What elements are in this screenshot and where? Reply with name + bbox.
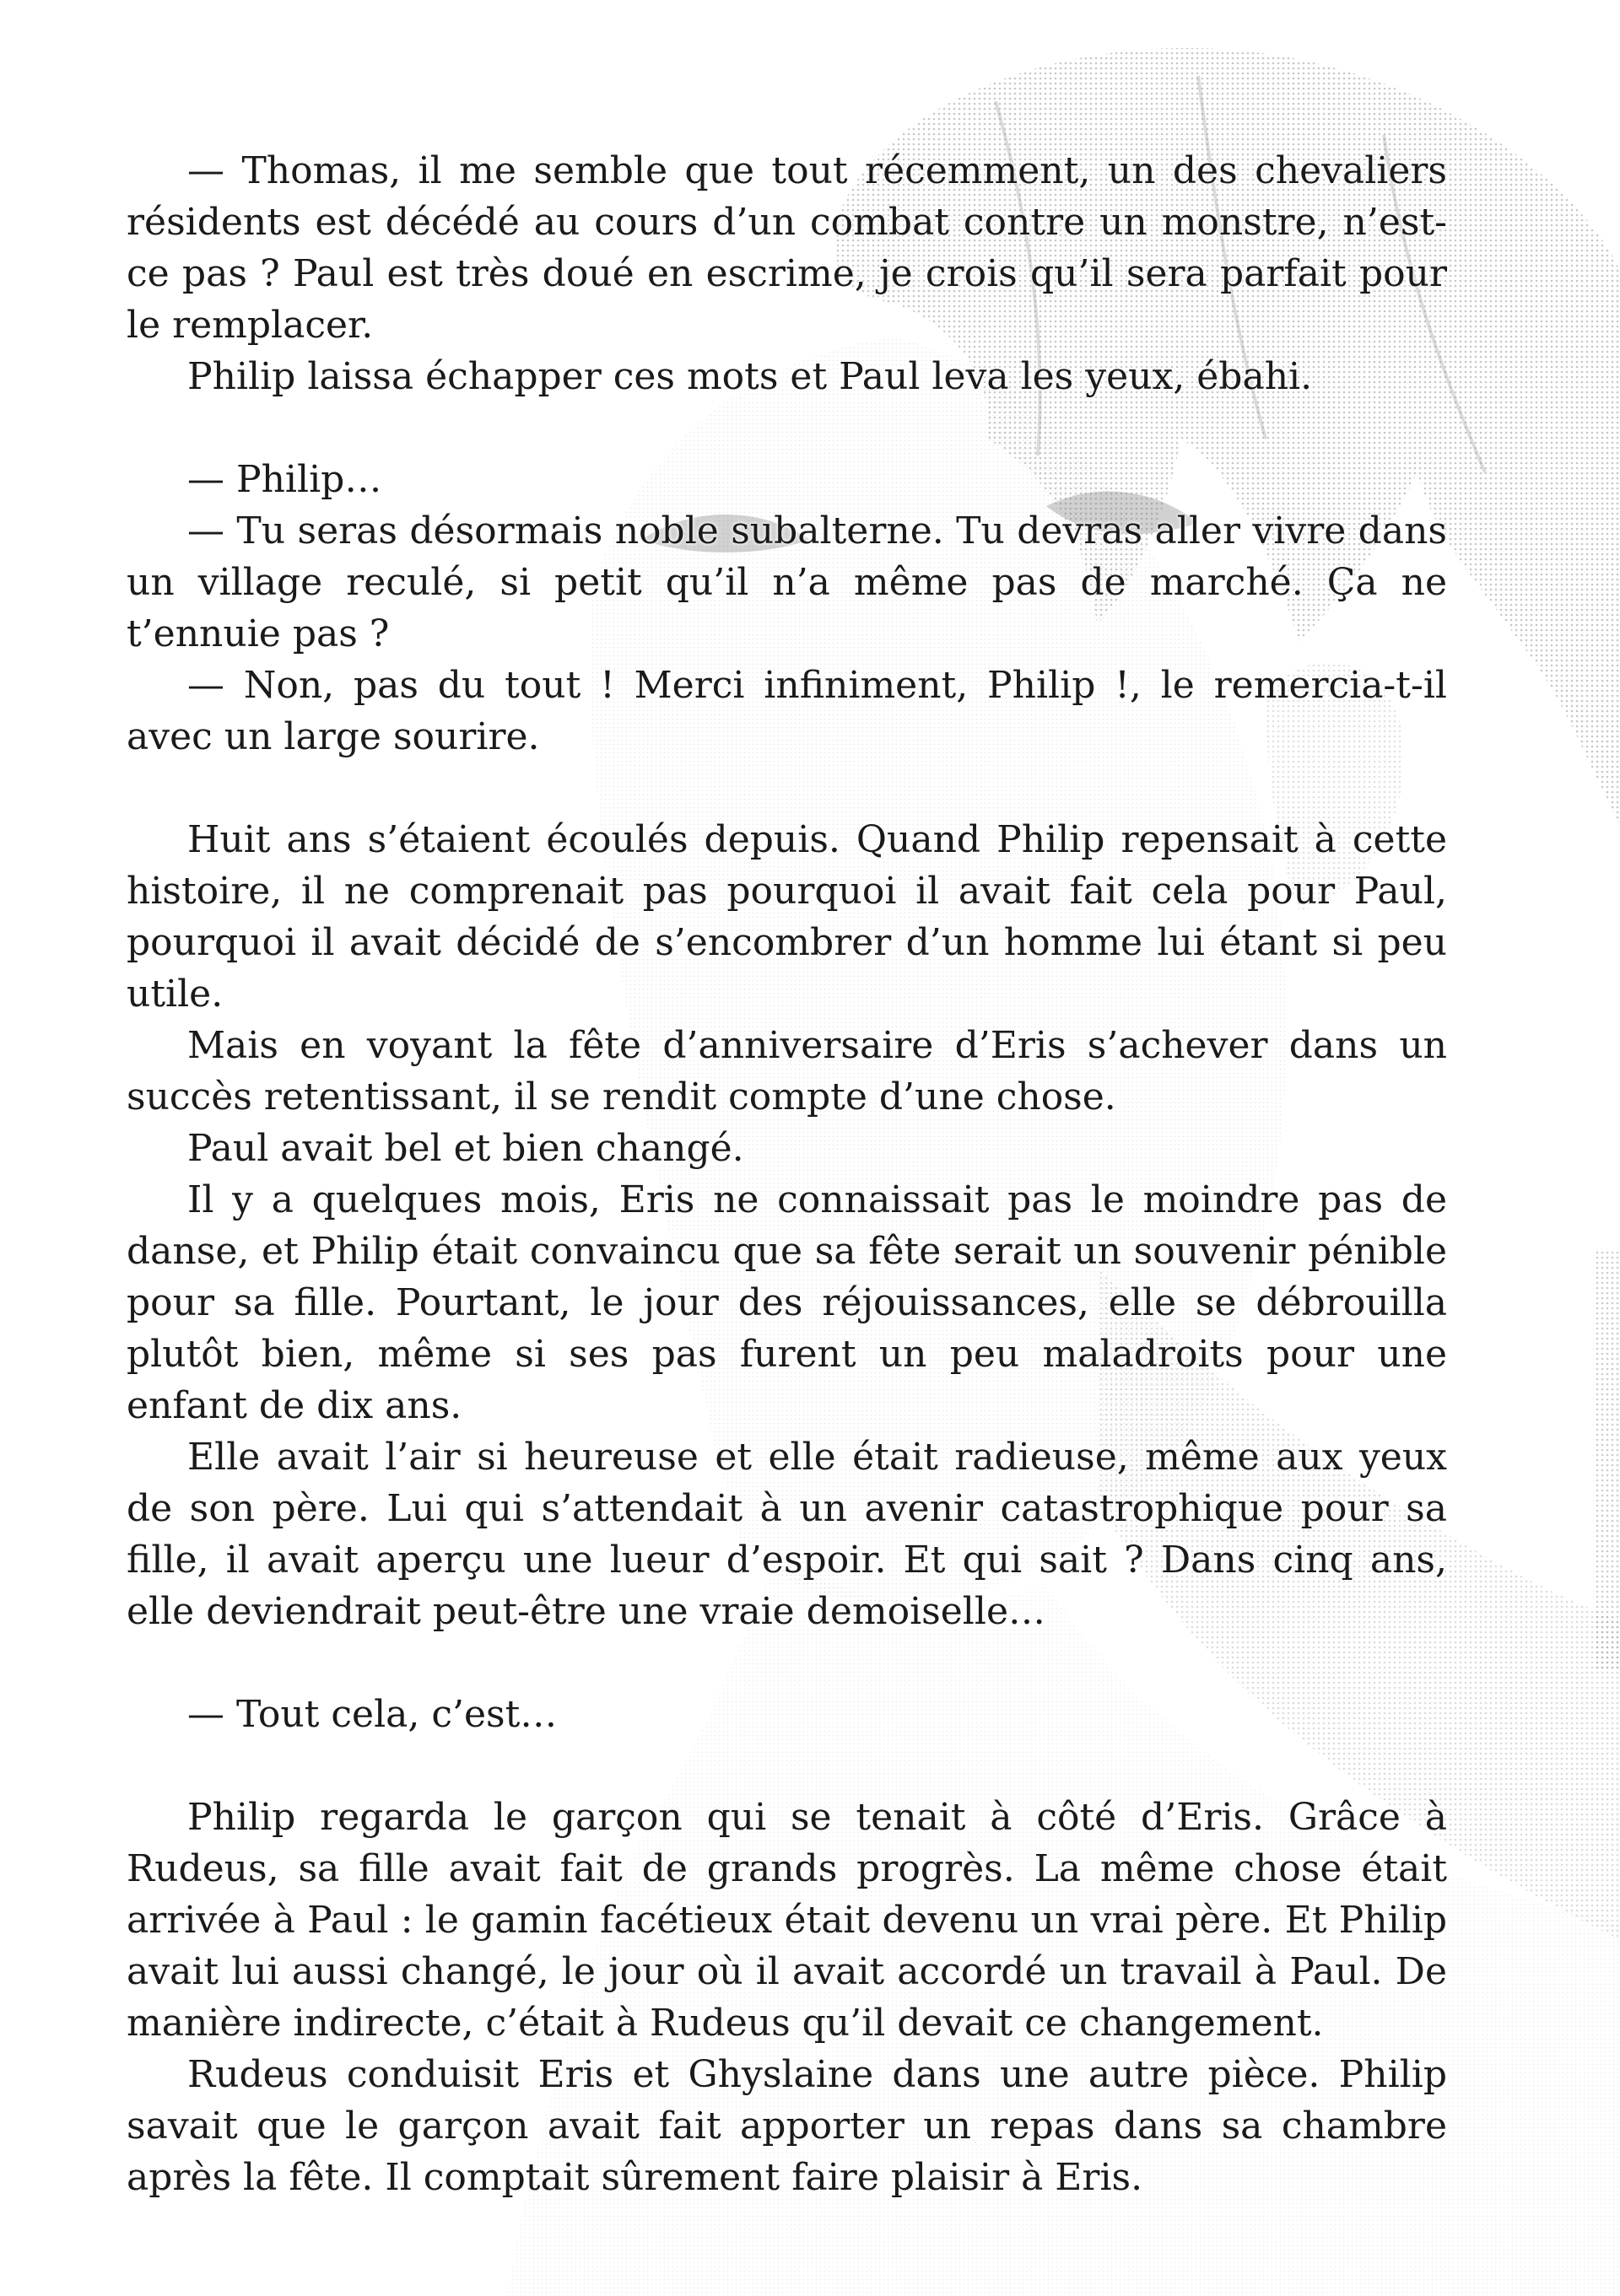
paragraph-break bbox=[127, 1740, 1447, 1792]
paragraph-break bbox=[127, 763, 1447, 814]
paragraph: — Tu seras désormais noble subalterne. Tu devras aller vivre dans un village reculé, si petit qu’il n’a même pas de marché. Ça ne t’ennuie pas ? bbox=[127, 509, 1447, 655]
paragraph: — Tout cela, c’est… bbox=[187, 1693, 558, 1736]
paragraph-break bbox=[127, 1637, 1447, 1689]
paragraph: Philip regarda le garçon qui se tenait à côté d’Eris. Grâce à Rudeus, sa fille avait fait de grands progrès. La même chose était arrivée à Paul : le gamin facétieux était devenu un vrai père. Et Philip avait lui aussi changé, le jour où il avait accordé un travail à Paul. De manière indirecte, c’était à Rudeus qu’il devait ce changement. bbox=[127, 1796, 1447, 2045]
paragraph: Rudeus conduisit Eris et Ghyslaine dans une autre pièce. Philip savait que le garçon avait fait apporter un repas dans sa chambre après la fête. Il comptait sûrement faire plaisir à Eris. bbox=[127, 2053, 1447, 2199]
paragraph: Paul avait bel et bien changé. bbox=[187, 1127, 744, 1170]
paragraph-break bbox=[127, 402, 1447, 454]
chapter-text bbox=[127, 145, 1447, 2203]
paragraph: — Philip… bbox=[187, 458, 382, 501]
paragraph: — Thomas, il me semble que tout récemment, un des chevaliers résidents est décédé au cours d’un combat contre un monstre, n’est-ce pas ? Paul est très doué en escrime, je crois qu’il sera parfait pour le remplacer. bbox=[127, 149, 1447, 347]
paragraph: Il y a quelques mois, Eris ne connaissait pas le moindre pas de danse, et Philip était convaincu que sa fête serait un souvenir pénible pour sa fille. Pourtant, le jour des réjouissances, elle se débrouilla plutôt bien, même si ses pas furent un peu maladroits pour une enfant de dix ans. bbox=[127, 1178, 1447, 1427]
paragraph: — Non, pas du tout ! Merci infiniment, Philip !, le remercia-t-il avec un large sourire. bbox=[127, 664, 1447, 758]
paragraph: Elle avait l’air si heureuse et elle était radieuse, même aux yeux de son père. Lui qui s’attendait à un avenir catastrophique pour sa fille, il avait aperçu une lueur d’espoir. Et qui sait ? Dans cinq ans, elle deviendrait peut-être une vraie demoiselle… bbox=[127, 1436, 1447, 1633]
paragraph: Huit ans s’étaient écoulés depuis. Quand Philip repensait à cette histoire, il ne comprenait pas pourquoi il avait fait cela pour Paul, pourquoi il avait décidé de s’encombrer d’un homme lui étant si peu utile. bbox=[127, 818, 1447, 1016]
paragraph: Philip laissa échapper ces mots et Paul leva les yeux, ébahi. bbox=[187, 355, 1313, 398]
paragraph: Mais en voyant la fête d’anniversaire d’Eris s’achever dans un succès retentissant, il se rendit compte d’une chose. bbox=[127, 1024, 1447, 1118]
